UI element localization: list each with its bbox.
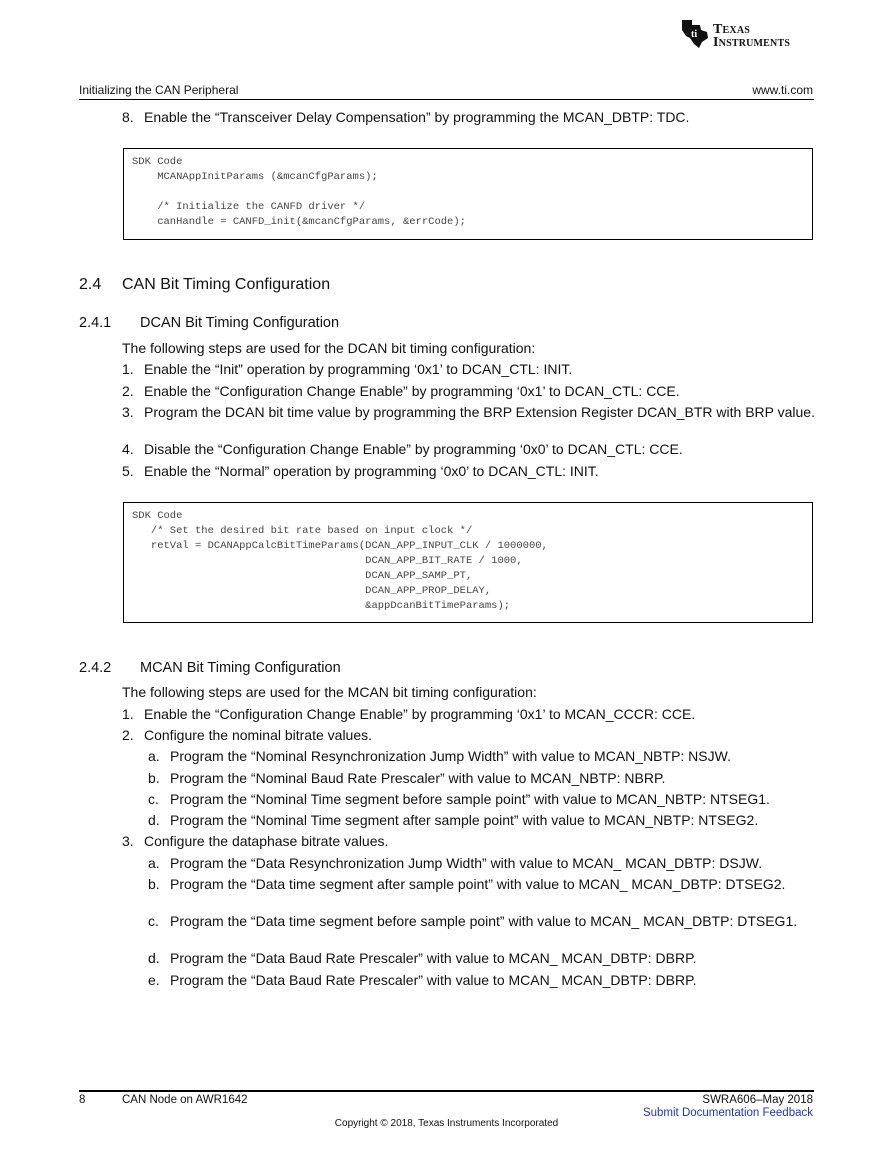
step-number: 3. xyxy=(122,404,134,420)
sub-number: c. xyxy=(148,791,159,807)
sub-number: a. xyxy=(148,748,160,764)
sub-number: e. xyxy=(148,972,160,988)
section-title-2-4-2: MCAN Bit Timing Configuration xyxy=(140,660,341,676)
sub-number: b. xyxy=(148,876,160,892)
section-number-2-4: 2.4 xyxy=(79,276,102,293)
mcan-step-1 xyxy=(122,706,812,723)
sub-number: b. xyxy=(148,770,160,786)
logo-line2: Instruments xyxy=(713,35,791,50)
logo-wordmark xyxy=(713,23,790,49)
sub-text: Program the “Nominal Baud Rate Prescaler” with value to MCAN_NBTP: NBRP. xyxy=(170,770,666,786)
step-text: Program the DCAN bit time value by programming the BRP Extension Register DCAN_BTR with BRP value. xyxy=(144,404,815,420)
step-text: Enable the “Configuration Change Enable” by programming ‘0x1’ to DCAN_CTL: CCE. xyxy=(144,383,680,399)
sub-number: c. xyxy=(148,913,159,929)
intro-dcan: The following steps are used for the DCAN bit timing configuration: xyxy=(122,340,536,356)
section-title-2-4-1: DCAN Bit Timing Configuration xyxy=(140,315,340,331)
step-text: Enable the “Configuration Change Enable” by programming ‘0x1’ to MCAN_CCCR: CCE. xyxy=(144,706,696,722)
sub-text: Program the “Data time segment after sample point” with value to MCAN_ MCAN_DBTP: DTSEG2. xyxy=(170,876,786,892)
mcan-step-2b xyxy=(148,770,812,787)
mcan-step-3e xyxy=(148,972,812,989)
mcan-step-2 xyxy=(122,727,812,744)
footer-rule xyxy=(79,1090,814,1092)
sub-text: Program the “Data Resynchronization Jump Width” with value to MCAN_ MCAN_DBTP: DSJW. xyxy=(170,855,763,871)
sub-text: Program the “Data Baud Rate Prescaler” with value to MCAN_ MCAN_DBTP: DBRP. xyxy=(170,950,697,966)
page-number: 8 xyxy=(79,1094,86,1106)
header-rule xyxy=(79,99,814,100)
step-text: Enable the “Transceiver Delay Compensation” by programming the MCAN_DBTP: TDC. xyxy=(144,109,690,125)
copyright: Copyright © 2018, Texas Instruments Incorporated xyxy=(334,1118,559,1129)
step-number: 5. xyxy=(122,463,134,479)
step-text: Configure the dataphase bitrate values. xyxy=(144,833,389,849)
step-number: 1. xyxy=(122,361,134,377)
mcan-step-2d xyxy=(148,812,812,829)
sub-text: Program the “Nominal Time segment before sample point” with value to MCAN_NBTP: NTSEG1. xyxy=(170,791,770,807)
mcan-step-3a xyxy=(148,855,812,872)
step-number: 2. xyxy=(122,383,134,399)
step-number: 2. xyxy=(122,727,134,743)
footer-doc-title: CAN Node on AWR1642 xyxy=(122,1094,248,1106)
logo-line1: Texas xyxy=(713,22,751,37)
step-text: Configure the nominal bitrate values. xyxy=(144,727,373,743)
step-number: 1. xyxy=(122,706,134,722)
step-text: Disable the “Configuration Change Enable” by programming ‘0x0’ to DCAN_CTL: CCE. xyxy=(144,441,683,457)
code-block-canfd-init xyxy=(123,148,813,240)
dcan-step-5 xyxy=(122,463,812,480)
sub-number: a. xyxy=(148,855,160,871)
section-number-2-4-1: 2.4.1 xyxy=(79,315,112,331)
ti-logo xyxy=(678,18,818,52)
mcan-step-3c xyxy=(148,913,810,930)
step-number: 3. xyxy=(122,833,134,849)
code-text: SDK Code MCANAppInitParams (&mcanCfgParams); /* Initialize the CANFD driver */ canHandle = CANFD_init(&mcanCfgParams, &errCode); xyxy=(132,156,466,228)
code-block-dcan-bittime xyxy=(123,502,813,623)
sub-text: Program the “Nominal Time segment after sample point” with value to MCAN_NBTP: NTSEG2. xyxy=(170,812,759,828)
header-url[interactable]: www.ti.com xyxy=(752,83,813,97)
step-number: 8. xyxy=(122,109,134,125)
dcan-step-2 xyxy=(122,383,812,400)
footer-doc-id: SWRA606–May 2018 xyxy=(702,1094,813,1106)
intro-mcan: The following steps are used for the MCAN bit timing configuration: xyxy=(122,684,537,700)
mcan-step-2a xyxy=(148,748,812,765)
sub-number: d. xyxy=(148,950,160,966)
sub-text: Program the “Nominal Resynchronization Jump Width” with value to MCAN_NBTP: NSJW. xyxy=(170,748,731,764)
step-text: Enable the “Init” operation by programming ‘0x1’ to DCAN_CTL: INIT. xyxy=(144,361,573,377)
dcan-step-4 xyxy=(122,441,812,458)
mcan-step-3 xyxy=(122,833,812,850)
section-title-2-4: CAN Bit Timing Configuration xyxy=(122,276,331,293)
step-8 xyxy=(122,109,812,126)
dcan-step-3 xyxy=(122,404,834,421)
texas-state-icon xyxy=(678,18,710,50)
sub-text: Program the “Data time segment before sample point” with value to MCAN_ MCAN_DBTP: DTSEG1. xyxy=(170,913,798,929)
mcan-step-2c xyxy=(148,791,812,808)
code-text: SDK Code /* Set the desired bit rate based on input clock */ retVal = DCANAppCalcBitTimeParams(DCAN_APP_INPUT_CLK / 1000000, DCAN_APP_BIT_RATE / 1000, DCAN_APP_SAMP_PT, DCAN_APP_PROP_DELAY, &appDcanBitTimeParams); xyxy=(132,510,548,612)
mcan-step-3b xyxy=(148,876,810,893)
mcan-step-3d xyxy=(148,950,812,967)
step-text: Enable the “Normal” operation by programming ‘0x0’ to DCAN_CTL: INIT. xyxy=(144,463,599,479)
header-section-title: Initializing the CAN Peripheral xyxy=(79,83,239,97)
submit-feedback-link[interactable]: Submit Documentation Feedback xyxy=(642,1107,813,1119)
section-number-2-4-2: 2.4.2 xyxy=(79,660,112,676)
dcan-step-1 xyxy=(122,361,812,378)
step-number: 4. xyxy=(122,441,134,457)
sub-text: Program the “Data Baud Rate Prescaler” with value to MCAN_ MCAN_DBTP: DBRP. xyxy=(170,972,697,988)
sub-number: d. xyxy=(148,812,160,828)
svg-text:ti: ti xyxy=(691,29,698,40)
